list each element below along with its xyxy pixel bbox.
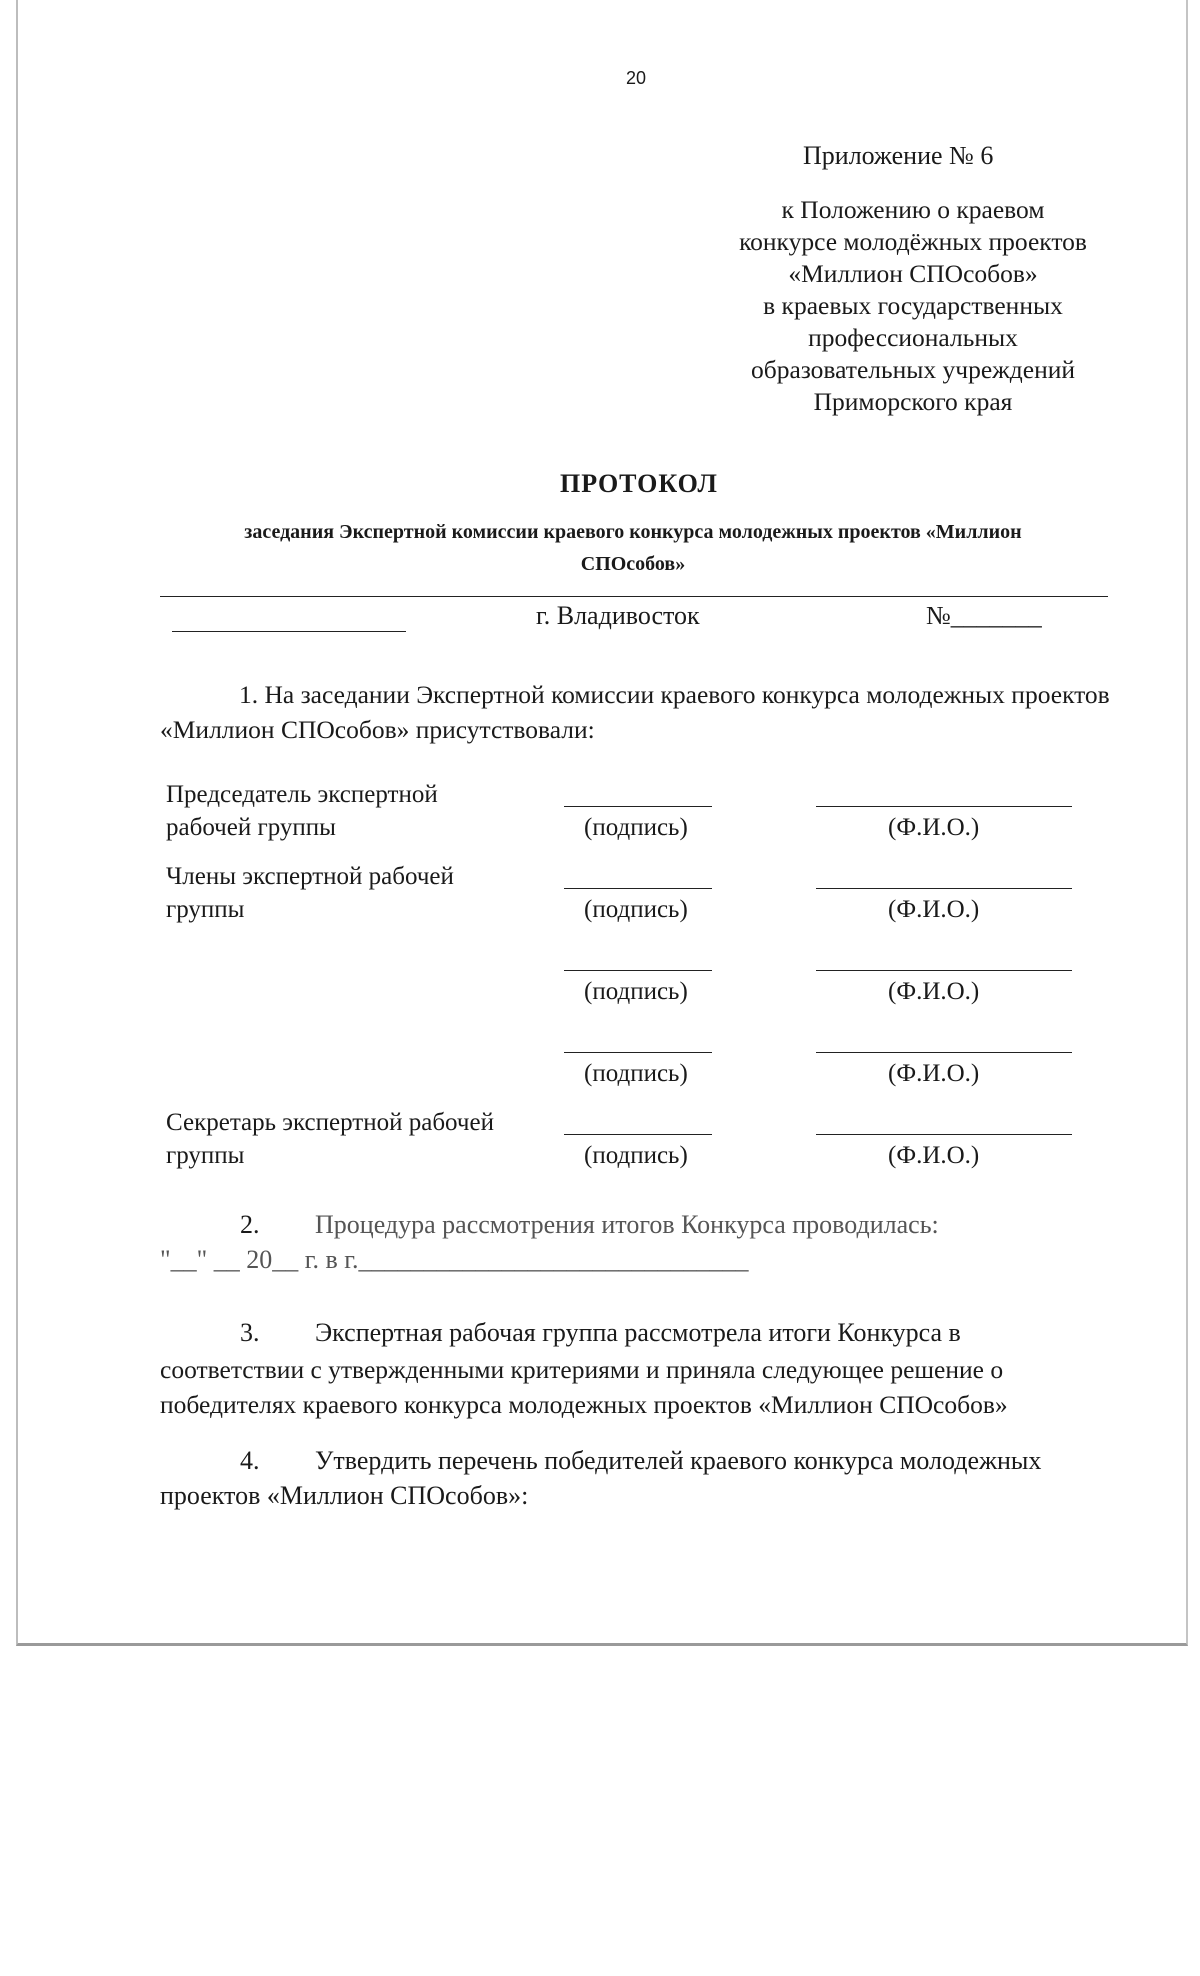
signature-line [564, 970, 712, 971]
section-2-number: 2. [240, 1210, 260, 1239]
appendix-line: к Положению о краевом [781, 195, 1045, 224]
members-label: Члены экспертной рабочей группы [166, 863, 454, 923]
signature-line [564, 1052, 712, 1053]
section-4-text: проектов «Миллион СПОсобов»: [160, 1481, 529, 1510]
signature-caption: (подпись) [584, 1142, 688, 1169]
name-caption: (Ф.И.О.) [888, 978, 980, 1005]
appendix-reference [718, 194, 1108, 418]
appendix-line: образовательных учреждений [750, 355, 1076, 384]
name-caption: (Ф.И.О.) [888, 1060, 980, 1087]
name-line [816, 806, 1072, 807]
name-caption: (Ф.И.О.) [888, 896, 980, 923]
protocol-subtitle-line: заседания Экспертной комиссии краевого конкурса молодежных проектов «Миллион [244, 521, 1022, 543]
signature-caption: (подпись) [584, 978, 688, 1005]
name-caption: (Ф.И.О.) [888, 1142, 980, 1169]
date-blank-line [172, 631, 406, 632]
name-caption: (Ф.И.О.) [888, 814, 980, 841]
protocol-subtitle-line: СПОсобов» [580, 553, 686, 575]
signature-line [564, 1134, 712, 1135]
appendix-line: конкурсе молодёжных проектов [739, 227, 1087, 256]
section-3-number: 3. [240, 1318, 260, 1347]
document-page [16, 0, 1188, 1646]
section-3-first-line: Экспертная рабочая группа рассмотрела итоги Конкурса в [315, 1318, 961, 1347]
signature-caption: (подпись) [584, 896, 688, 923]
appendix-title: Приложение № 6 [803, 141, 994, 170]
section-2-text: Процедура рассмотрения итогов Конкурса проводилась: [315, 1210, 939, 1239]
section-4-number: 4. [240, 1446, 260, 1475]
protocol-subtitle [158, 516, 1108, 580]
signature-line [564, 888, 712, 889]
appendix-line: Приморского края [813, 387, 1013, 416]
name-line [816, 1134, 1072, 1135]
section-2-date-line: "__" __ 20__ г. в г.______________________________ [160, 1245, 749, 1274]
section-3-text: соответствии с утвержденными критериями и приняла следующее решение о победителях краевого конкурса молодежных проектов «Миллион СПОсобов» [160, 1355, 1008, 1419]
appendix-line: профессиональных [808, 323, 1018, 352]
signature-line [564, 806, 712, 807]
name-line [816, 1052, 1072, 1053]
city-label: г. Владивосток [536, 601, 700, 630]
appendix-line: в краевых государственных [763, 291, 1063, 320]
name-line [816, 888, 1072, 889]
signature-caption: (подпись) [584, 814, 688, 841]
signature-caption: (подпись) [584, 1060, 688, 1087]
appendix-line: «Миллион СПОсобов» [788, 259, 1038, 288]
section-1-text: 1. На заседании Экспертной комиссии краевого конкурса молодежных проектов «Миллион СПОсобов» присутствовали: [160, 680, 1110, 744]
name-line [816, 970, 1072, 971]
section-4-first-line: Утвердить перечень победителей краевого конкурса молодежных [315, 1446, 1042, 1475]
chairman-label: Председатель экспертной рабочей группы [166, 781, 438, 841]
secretary-label: Секретарь экспертной рабочей группы [166, 1109, 494, 1169]
page-number: 20 [626, 68, 647, 88]
protocol-title: ПРОТОКОЛ [560, 469, 718, 498]
header-rule [160, 596, 1108, 597]
protocol-number-field: №_______ [926, 601, 1042, 630]
